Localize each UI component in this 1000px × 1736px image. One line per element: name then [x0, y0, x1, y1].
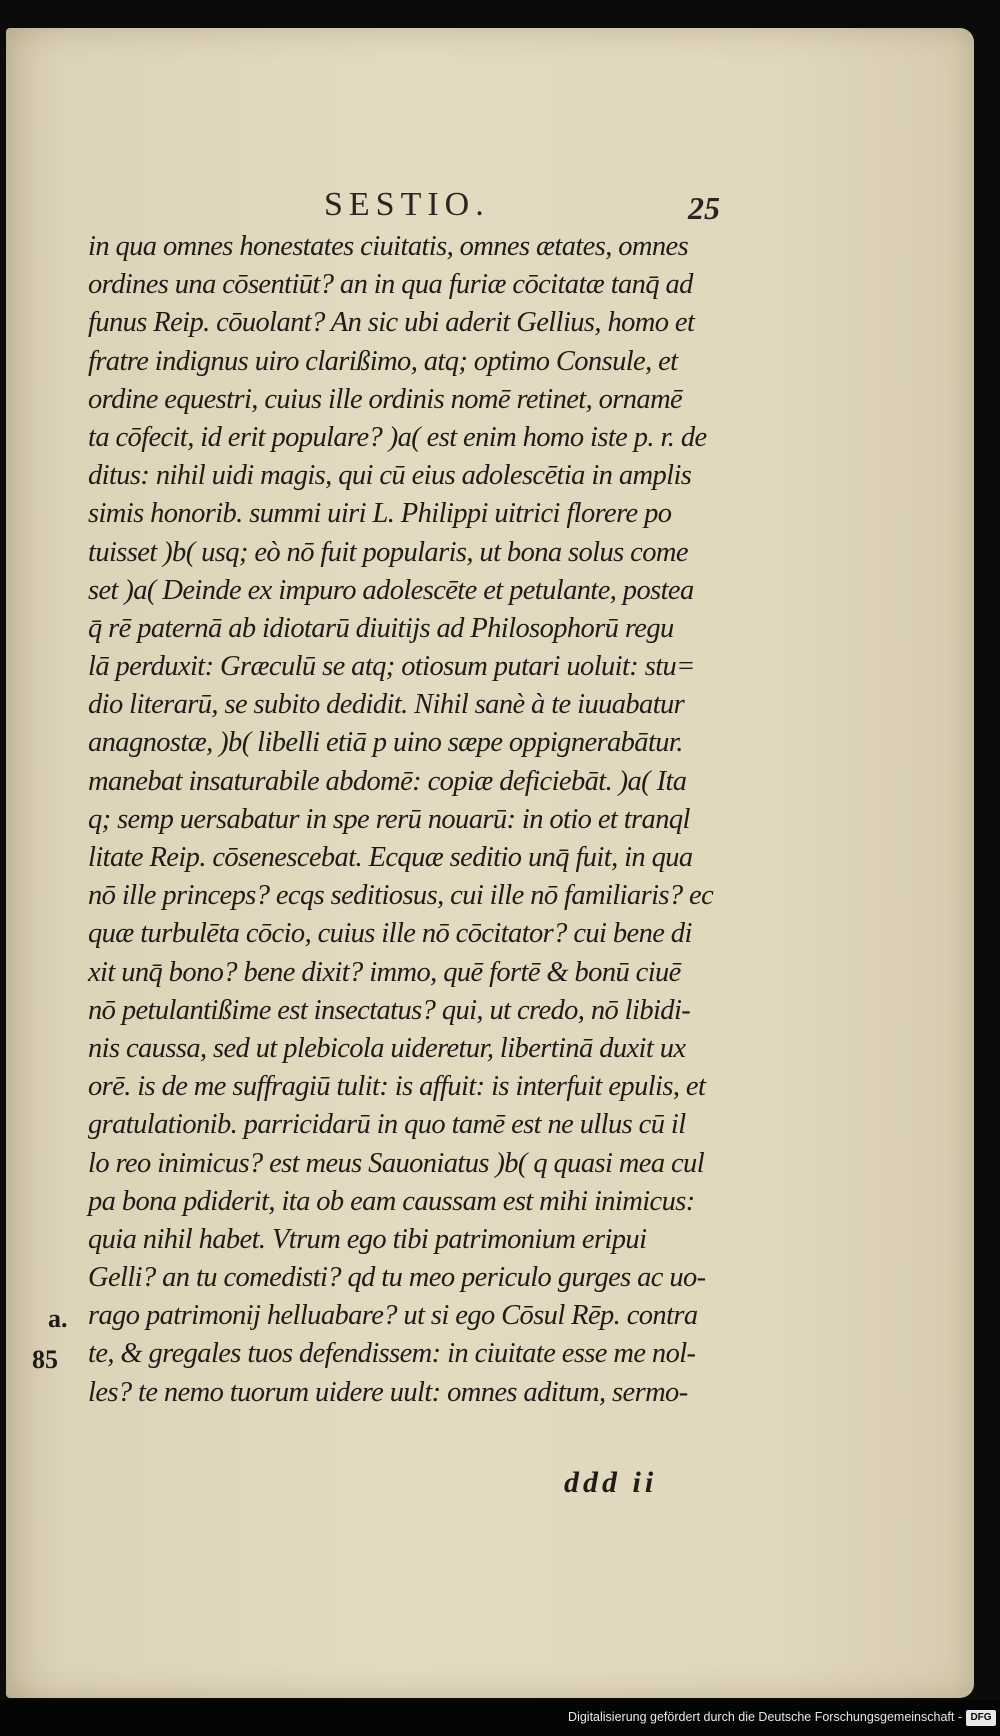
text-line: simis honorib. summi uiri L. Philippi uitrici florere po — [88, 498, 672, 530]
signature-mark: ddd ii — [564, 1466, 658, 1499]
footer-bar — [0, 1700, 1000, 1736]
text-line: anagnostæ, )b( libelli etiā p uino sæpe oppignerabātur. — [88, 727, 683, 759]
text-line: nō ille princeps? ecqs seditiosus, cui ille nō familiaris? ec — [88, 880, 714, 912]
text-line: ordine equestri, cuius ille ordinis nomē retinet, ornamē — [88, 383, 683, 415]
text-line: orē. is de me suffragiū tulit: is affuit: is interfuit epulis, et — [88, 1071, 706, 1103]
text-line: ditus: nihil uidi magis, qui cū eius adolescētia in amplis — [88, 460, 692, 492]
text-line: quia nihil habet. Vtrum ego tibi patrimonium eripui — [88, 1223, 647, 1255]
text-line: quæ turbulēta cōcio, cuius ille nō cōcitator? cui bene di — [88, 918, 692, 950]
text-line: rago patrimonij helluabare? ut si ego Cōsul Rēp. contra — [88, 1300, 698, 1332]
text-line: te, & gregales tuos defendissem: in ciuitate esse me nol- — [88, 1338, 696, 1370]
text-line: tuisset )b( usq; eò nō fuit popularis, ut bona solus come — [88, 536, 688, 568]
footer-credit: Digitalisierung gefördert durch die Deutsche Forschungsgemeinschaft - — [568, 1710, 962, 1724]
text-line: les? te nemo tuorum uidere uult: omnes aditum, sermo- — [88, 1376, 688, 1408]
text-line: funus Reip. cōuolant? An sic ubi aderit Gellius, homo et — [88, 307, 695, 339]
text-line: manebat insaturabile abdomē: copiæ deficiebāt. )a( Ita — [88, 765, 687, 797]
text-line: set )a( Deinde ex impuro adolescēte et petulante, postea — [88, 574, 694, 606]
text-line: ordines una cōsentiūt? an in qua furiæ cōcitatæ tanq̄ ad — [88, 269, 693, 301]
text-line: nis caussa, sed ut plebicola uideretur, libertinā duxit ux — [88, 1032, 686, 1064]
text-line: litate Reip. cōsenescebat. Ecquæ seditio unq̄ fuit, in qua — [88, 842, 693, 873]
text-line: lo reo inimicus? est meus Sauoniatus )b( q quasi mea cul — [88, 1147, 705, 1179]
dfg-logo: DFG — [966, 1710, 996, 1726]
text-line: fratre indignus uiro clarißimo, atq; optimo Consule, et — [88, 345, 678, 377]
text-line: ta cōfecit, id erit populare? )a( est enim homo iste p. r. de — [88, 421, 707, 453]
text-line: q̄ rē paternā ab idiotarū diuitijs ad Philosophorū regu — [88, 612, 674, 644]
text-line: in qua omnes honestates ciuitatis, omnes ætates, omnes — [88, 231, 689, 262]
text-line: pa bona pdiderit, ita ob eam caussam est mihi inimicus: — [88, 1185, 695, 1217]
text-line: gratulationib. parricidarū in quo tamē est ne ullus cū il — [88, 1109, 686, 1141]
text-line: xit unq̄ bono? bene dixit? immo, quē fortē & bonū ciuē — [88, 956, 681, 988]
margin-note: a. — [48, 1304, 68, 1333]
text-block — [88, 228, 778, 1412]
running-title: SESTIO. — [324, 186, 490, 223]
text-line: lā perduxit: Græculū se atq; otiosum putari uoluit: stu= — [88, 651, 695, 683]
text-line: Gelli? an tu comedisti? qd tu meo periculo gurges ac uo- — [88, 1262, 706, 1294]
text-line: dio literarū, se subito dedidit. Nihil sanè à te iuuabatur — [88, 689, 685, 721]
text-line: q; semp uersabatur in spe rerū nouarū: in otio et tranql — [88, 803, 690, 835]
book-page — [6, 28, 974, 1698]
page-number: 25 — [688, 190, 720, 226]
page-header — [6, 186, 974, 226]
text-line: nō petulantißime est insectatus? qui, ut credo, nō libidi- — [88, 994, 691, 1026]
margin-note: 85 — [32, 1345, 58, 1374]
